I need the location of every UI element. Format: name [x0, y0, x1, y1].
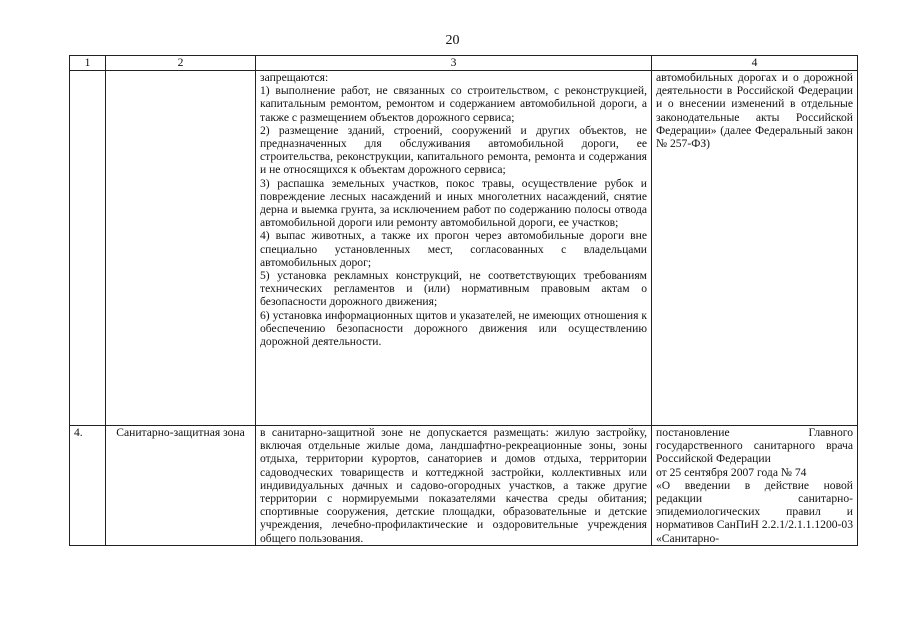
- row-number-cell: 4.: [70, 426, 106, 546]
- column-header-4: 4: [652, 56, 858, 71]
- restriction-item: 3) распашка земельных участков, покос травы, осуществление рубок и повреждение лесных насаждений и иных многолетних насаждений, снятие дерна и выемка грунта, за исключением работ по содержанию полосы отвода автомобильной дороги или ремонту автомобильной дороги, ее участков;: [260, 176, 647, 230]
- zones-table: [69, 55, 858, 546]
- restriction-item: 6) установка информационных щитов и указателей, не имеющих отношения к обеспечению безопасности дорожного движения или осуществлению дорожной деятельности.: [260, 308, 647, 349]
- zone-name-cell: Санитарно-защитная зона: [106, 426, 256, 546]
- reference-text: от 25 сентября 2007 года № 74: [656, 465, 807, 479]
- restriction-item: 1) выполнение работ, не связанных со строительством, с реконструкцией, капитальным ремонтом, ремонтом и содержанием автомобильной дороги, а также с размещением объектов дорожного сервиса;: [260, 84, 647, 124]
- restriction-item: 4) выпас животных, а также их прогон через автомобильные дороги вне специально установленных мест, согласованных с владельцами автомобильных дорог;: [260, 229, 647, 269]
- restrictions-cell: в санитарно-защитной зоне не допускается размещать: жилую застройку, включая отдельные жилые дома, ландшафтно-рекреационные зоны, зоны отдыха, территории курортов, санаториев и домов отдыха, территории садоводческих товариществ и коттеджной застройки, коллективных или индивидуальных дачных и садово-огородных участков, а также другие территории с нормируемыми показателями качества среды обитания; спортивные сооружения, детские площадки, образовательные и детские учреждения, лечебно-профилактические и оздоровительные учреждения общего пользования.: [256, 426, 652, 546]
- reference-text: «О введении в действие новой редакции санитарно-эпидемиологических правил и нормативов СанПиН 2.2.1/2.1.1.1200-03 «Санитарно-: [656, 478, 853, 545]
- column-header-1: 1: [70, 56, 106, 71]
- zone-name-cell: [106, 71, 256, 426]
- reference-text: постановление Главного государственного санитарного врача Российской Федерации: [656, 426, 853, 466]
- restrictions-cell: [256, 71, 652, 426]
- table-row-continued: [70, 71, 858, 426]
- page-number: 20: [445, 33, 460, 48]
- column-header-3: 3: [256, 56, 652, 71]
- table-row-4: [70, 426, 858, 546]
- restriction-item: 2) размещение зданий, строений, сооружений и других объектов, не предназначенных для обслуживания автомобильной дороги, ее строительства, реконструкции, капитального ремонта, ремонта и содержания и не относящихся к объектам дорожного сервиса;: [260, 123, 647, 177]
- column-number-row: [70, 56, 858, 71]
- restriction-item: 5) установка рекламных конструкций, не соответствующих требованиям технических регламентов и (или) нормативным правовым актам о безопасности дорожного движения;: [260, 269, 647, 309]
- row-number-cell: [70, 71, 106, 426]
- column-header-2: 2: [106, 56, 256, 71]
- reference-cell: [652, 426, 858, 546]
- restriction-item: запрещаются:: [260, 71, 329, 84]
- reference-text: автомобильных дорогах и о дорожной деятельности в Российской Федерации и о внесении изменений в отдельные законодательные акты Российской Федерации» (далее Федеральный закон № 257-ФЗ): [656, 71, 853, 151]
- reference-cell: [652, 71, 858, 426]
